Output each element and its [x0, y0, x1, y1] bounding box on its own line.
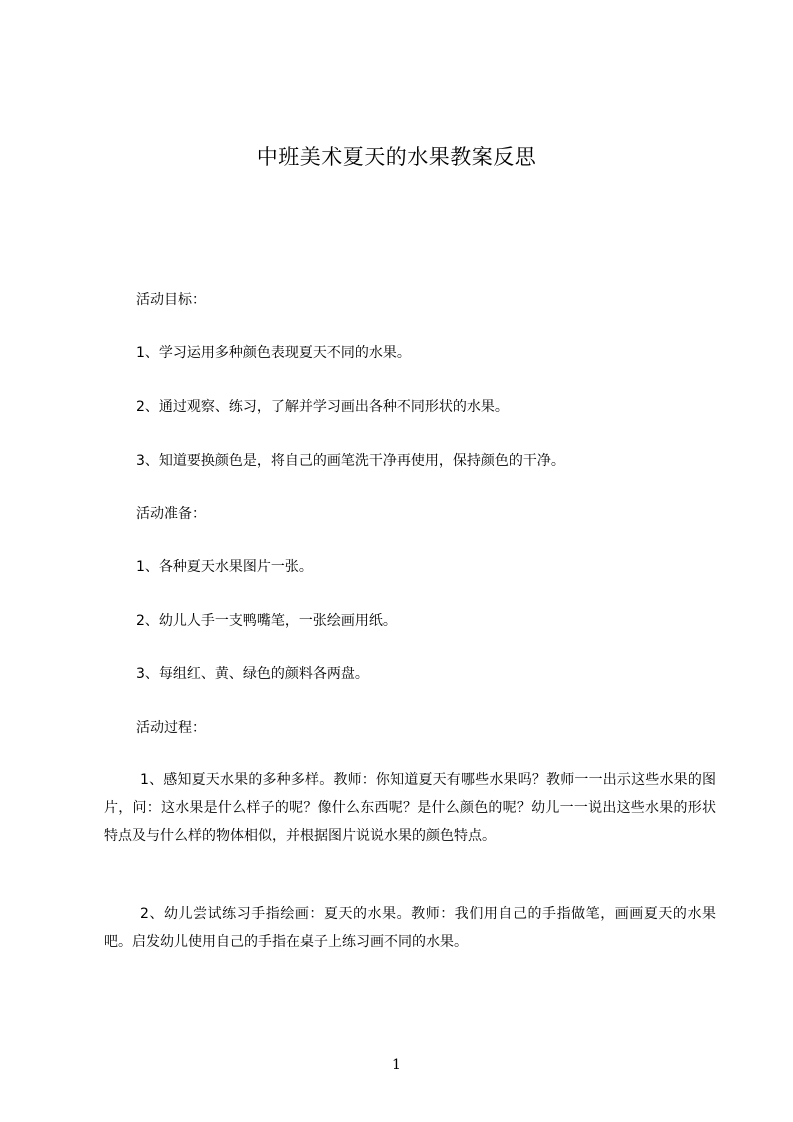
- prep-item-1: 1、各种夏天水果图片一张。: [136, 559, 313, 575]
- goal-item-2: 2、通过观察、练习，了解并学习画出各种不同形状的水果。: [136, 399, 509, 415]
- document-title: 中班美术夏天的水果教案反思: [256, 145, 537, 169]
- goal-item-1: 1、学习运用多种颜色表现夏天不同的水果。: [136, 345, 411, 361]
- page-number: 1: [392, 1057, 401, 1073]
- process-item-1: 1、感知夏天水果的多种多样。教师：你知道夏天有哪些水果吗？教师一一出示这些水果的图片，问：这水果是什么样子的呢？像什么东西呢？是什么颜色的呢？幼儿一一说出这些水果的形状特点及与什么样的物体相似，并根据图片说说水果的颜色特点。: [104, 772, 716, 844]
- prep-heading: 活动准备：: [136, 506, 206, 522]
- prep-item-2: 2、幼儿人手一支鸭嘴笔，一张绘画用纸。: [136, 613, 397, 629]
- process-item-2: 2、幼儿尝试练习手指绘画：夏天的水果。教师：我们用自己的手指做笔，画画夏天的水果吧。启发幼儿使用自己的手指在桌子上练习画不同的水果。: [104, 906, 716, 950]
- prep-item-3: 3、每组红、黄、绿色的颜料各两盘。: [136, 666, 369, 682]
- process-heading: 活动过程：: [136, 720, 206, 736]
- goal-item-3: 3、知道要换颜色是，将自己的画笔洗干净再使用，保持颜色的干净。: [136, 453, 565, 469]
- goals-heading: 活动目标：: [136, 292, 206, 308]
